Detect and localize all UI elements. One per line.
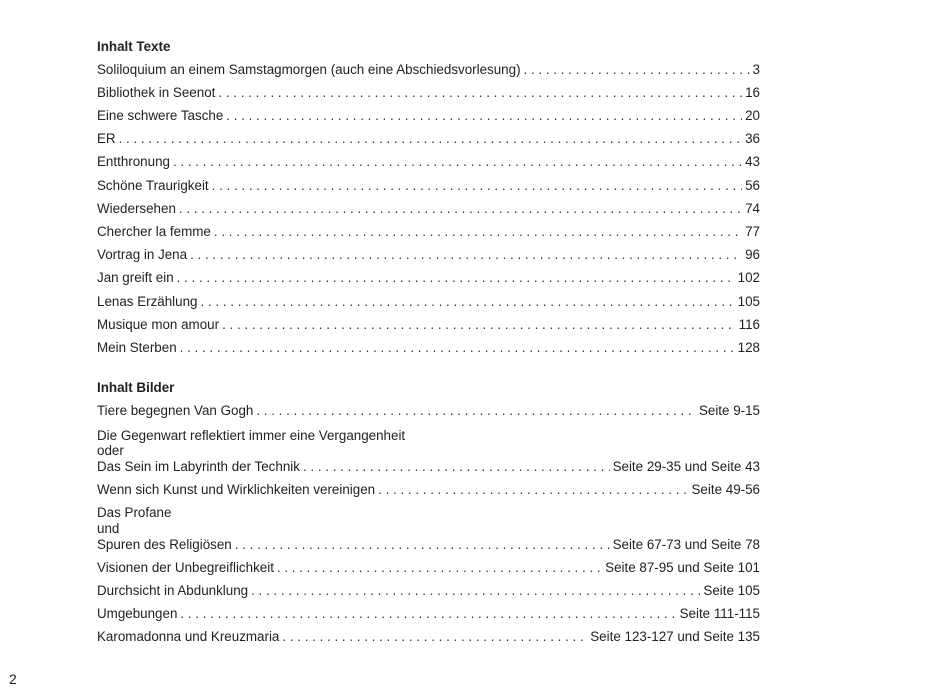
entry-page: Seite 87-95 und Seite 101 [605, 560, 760, 575]
toc-entry [97, 85, 760, 103]
entry-page: 3 [752, 62, 760, 77]
dot-leader [177, 270, 735, 285]
dot-leader [235, 537, 610, 552]
entry-page: 20 [745, 108, 760, 123]
dot-leader [378, 482, 688, 497]
toc-entry [97, 154, 760, 172]
dot-leader [256, 403, 696, 418]
dot-leader [173, 154, 742, 169]
page-number: 2 [9, 671, 17, 687]
toc-entry [97, 201, 760, 219]
entry-page: Seite 105 [703, 583, 760, 598]
entry-title: Wiedersehen [97, 201, 176, 216]
dot-leader [222, 317, 736, 332]
images-heading: Inhalt Bilder [97, 380, 175, 395]
dot-leader [212, 178, 742, 193]
entry-title: Soliloquium an einem Samstagmorgen (auch eine Abschiedsvorlesung) [97, 62, 521, 77]
texts-heading: Inhalt Texte [97, 39, 171, 54]
entry-page: 74 [745, 201, 760, 216]
entry-title: Visionen der Unbegreiflichkeit [97, 560, 274, 575]
entry-page: Seite 9-15 [698, 403, 760, 418]
dot-leader [282, 629, 587, 644]
entry-title: Vortrag in Jena [97, 247, 188, 262]
toc-entry [97, 606, 760, 624]
toc-entry [97, 108, 760, 126]
entry-page: 43 [745, 154, 760, 169]
entry-title-line: Das Profane [97, 505, 172, 520]
entry-page: Seite 111-115 [679, 606, 760, 621]
toc-entry [97, 247, 760, 265]
toc-entry [97, 583, 760, 601]
entry-title: Chercher la femme [97, 224, 211, 239]
dot-leader [214, 224, 742, 239]
entry-page: Seite 123-127 und Seite 135 [590, 629, 760, 644]
entry-title: Das Sein im Labyrinth der Technik [97, 459, 300, 474]
entry-title-line: und [97, 521, 120, 536]
entry-title: Bibliothek in Seenot [97, 85, 216, 100]
entry-title: Entthronung [97, 154, 170, 169]
toc-entry [97, 403, 760, 421]
entry-title: Karomadonna und Kreuzmaria [97, 629, 280, 644]
dot-leader [524, 62, 750, 77]
toc-entry [97, 178, 760, 196]
entry-page: 96 [745, 247, 760, 262]
entry-title: Musique mon amour [97, 317, 220, 332]
entry-title: Durchsicht in Abdunklung [97, 583, 249, 598]
dot-leader [226, 108, 742, 123]
entry-title: Tiere begegnen Van Gogh [97, 403, 254, 418]
dot-leader [218, 85, 742, 100]
dot-leader [180, 606, 676, 621]
toc-entry [97, 482, 760, 500]
dot-leader [190, 247, 742, 262]
dot-leader [180, 340, 735, 355]
toc-entry [97, 131, 760, 149]
dot-leader [251, 583, 700, 598]
toc-entry [97, 62, 760, 80]
dot-leader [201, 294, 735, 309]
entry-title: Umgebungen [97, 606, 178, 621]
toc-entry [97, 340, 760, 358]
toc-entry [97, 459, 760, 477]
entry-page: 36 [745, 131, 760, 146]
entry-title: Spuren des Religiösen [97, 537, 232, 552]
entry-title: Eine schwere Tasche [97, 108, 224, 123]
toc-entry [97, 270, 760, 288]
toc-entry [97, 224, 760, 242]
entry-title: Wenn sich Kunst und Wirklichkeiten vereinigen [97, 482, 376, 497]
dot-leader [119, 131, 742, 146]
toc-entry [97, 629, 760, 647]
dot-leader [179, 201, 742, 216]
entry-page: 128 [737, 340, 760, 355]
entry-title-line: Die Gegenwart reflektiert immer eine Vergangenheit [97, 428, 406, 443]
entry-page: Seite 49-56 [691, 482, 760, 497]
toc-entry [97, 560, 760, 578]
toc-entry [97, 294, 760, 312]
dot-leader [277, 560, 602, 575]
dot-leader [303, 459, 610, 474]
entry-title: Schöne Traurigkeit [97, 178, 209, 193]
entry-page: 105 [737, 294, 760, 309]
entry-page: 16 [745, 85, 760, 100]
entry-page: 116 [738, 317, 760, 332]
entry-page: 102 [737, 270, 760, 285]
entry-page: 77 [745, 224, 760, 239]
entry-title: Jan greift ein [97, 270, 174, 285]
entry-page: 56 [745, 178, 760, 193]
entry-page: Seite 67-73 und Seite 78 [612, 537, 760, 552]
entry-title: Lenas Erzählung [97, 294, 198, 309]
entry-title-line: oder [97, 443, 124, 458]
toc-entry [97, 537, 760, 555]
entry-title: ER [97, 131, 116, 146]
entry-title: Mein Sterben [97, 340, 177, 355]
entry-page: Seite 29-35 und Seite 43 [612, 459, 760, 474]
toc-entry [97, 317, 760, 335]
